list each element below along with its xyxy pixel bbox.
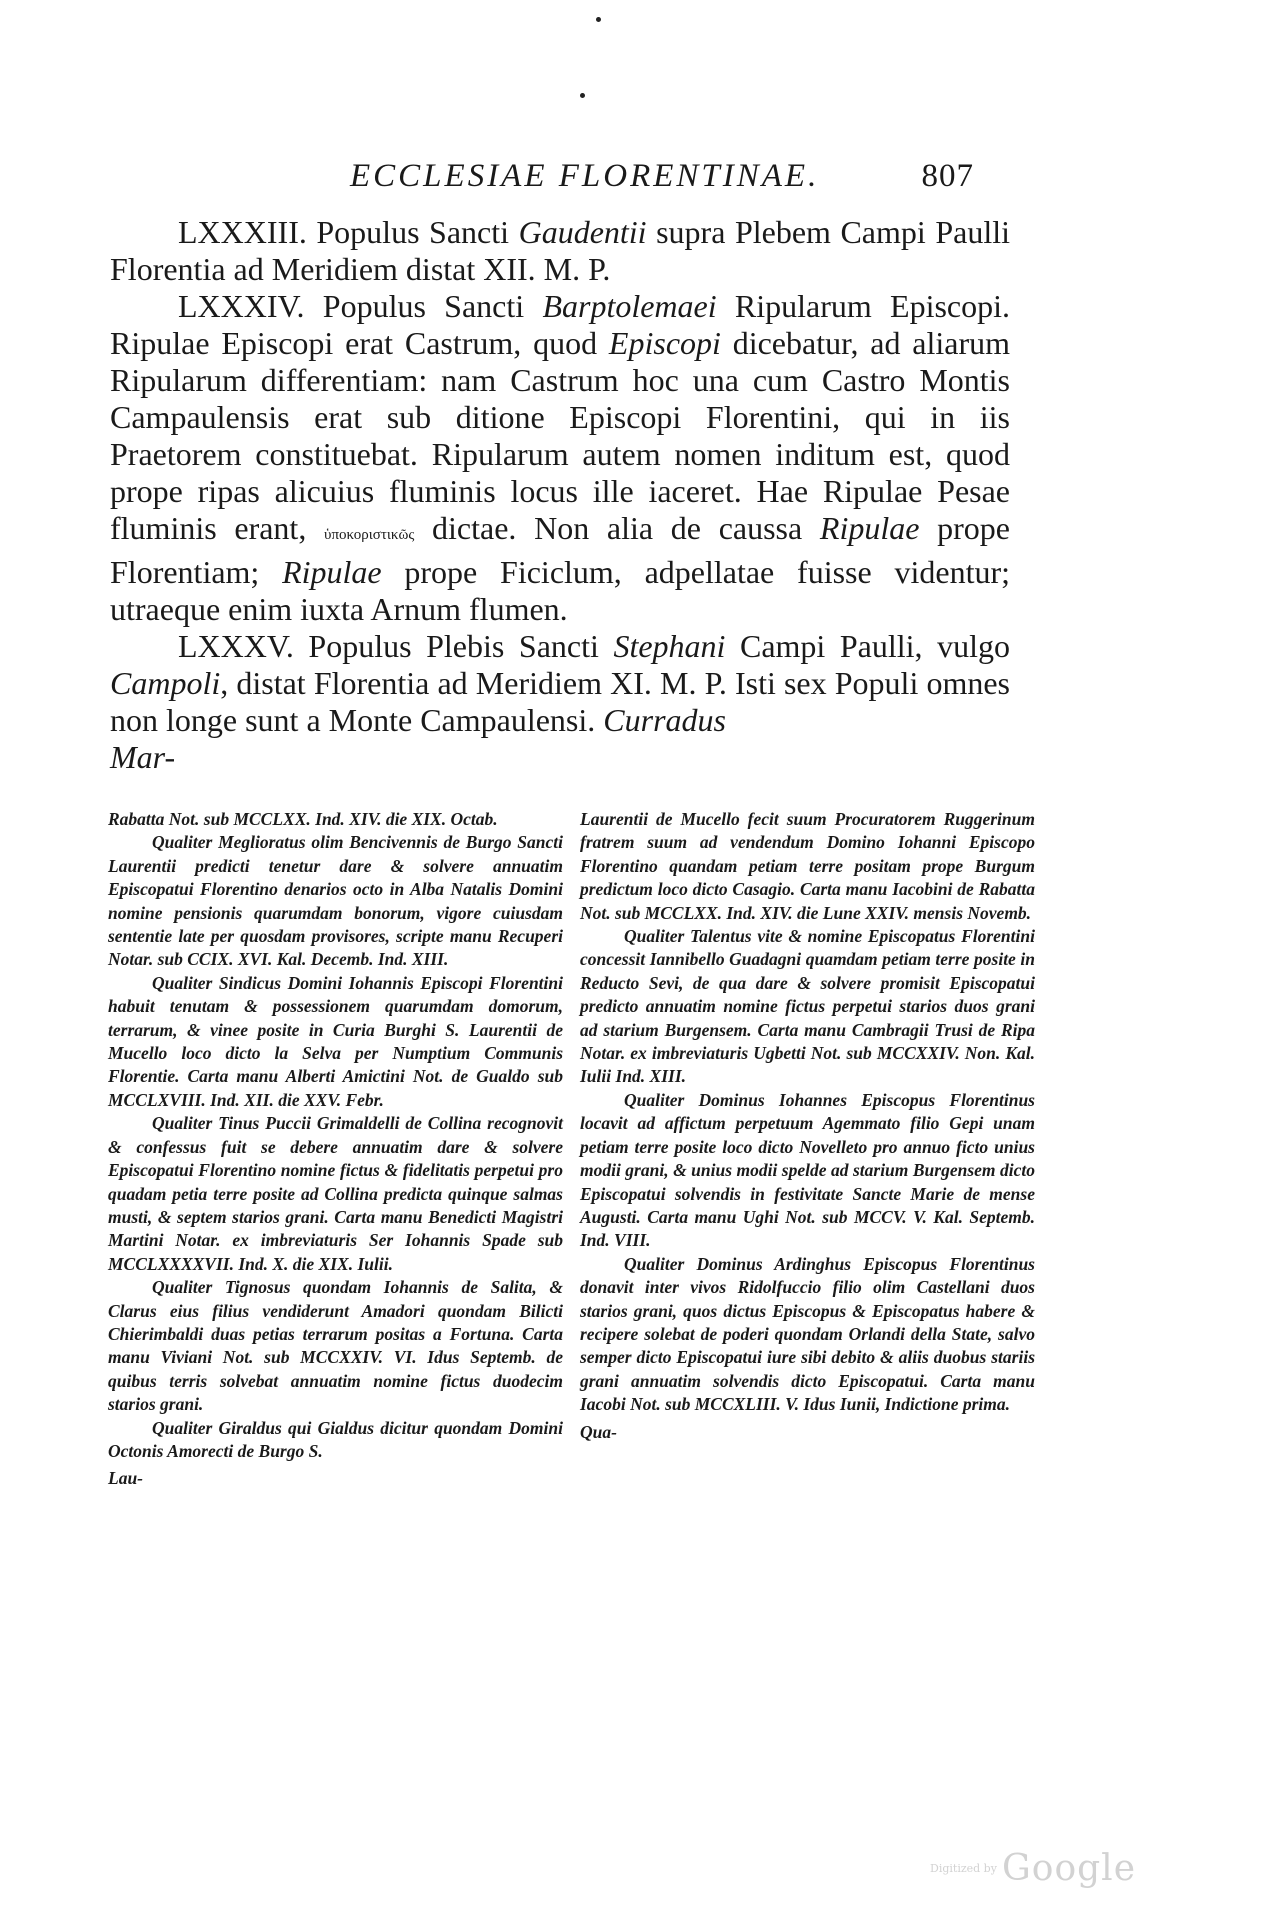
ink-speck	[580, 93, 585, 98]
note-paragraph: Rabatta Not. sub MCCLXX. Ind. XIV. die XIX. Octab.	[108, 809, 498, 829]
entry-number: LXXXIII.	[178, 214, 307, 250]
paragraph-lxxxv: LXXXV. Populus Plebis Sancti Stephani Campi Paulli, vulgo Campoli, distat Florentia ad Meridiem XI. M. P. Isti sex Populi omnes non longe sunt a Monte Campaulensi. Curradus	[110, 628, 1011, 738]
note-paragraph: Qualiter Meglioratus olim Bencivennis de Burgo Sancti Laurentii predicti tenetur dare & solvere annuatim Episcopatui Florentino denarios octo in Alba Natalis Domini nomine pensionis quarumdam bonorum, vigore cuiusdam sententie late per quosdam provisores, scripte manu Recuperi Notar. sub CCIX. XVI. Kal. Decemb. Ind. XIII.	[108, 832, 563, 970]
entry-number: LXXXV.	[178, 628, 294, 664]
note-paragraph: Laurentii de Mucello fecit suum Procuratorem Ruggerinum fratrem suum ad vendendum Domino Iohanni Episcopo Florentino quandam petiam terre positam prope Burgum predictum loco dicto Casagio. Carta manu Iacobini de Rabatta Not. sub MCCLXX. Ind. XIV. die Lune XXIV. mensis Novemb.	[580, 809, 1035, 923]
note-paragraph: Qualiter Dominus Iohannes Episcopus Florentinus locavit ad affictum perpetuum Agemmato filio Gepi unam petiam terre posite loco dicto Novelleto pro annuo ficto unius modii grani, & unius modii spelde ad starium Burgensem dicto Episcopatui solvendis in festivitate Sancte Marie de mense Augusti. Carta manu Ughi Not. sub MCCV. V. Kal. Septemb. Ind. VIII.	[580, 1089, 1035, 1251]
note-paragraph: Qualiter Sindicus Domini Iohannis Episcopi Florentini habuit tenutam & possessionem quarumdam domorum, terrarum, & vinee posite in Curia Burghi S. Laurentii de Mucello loco dicto la Selva per Numptium Communis Florentie. Carta manu Alberti Amictini Not. de Gualdo sub MCCLXVIII. Ind. XII. die XXV. Febr.	[108, 972, 563, 1110]
notes-left-column	[108, 808, 563, 1491]
right-catchword: Qua-	[580, 1421, 617, 1442]
greek-word: ὑποκοριστικῶς	[324, 527, 415, 543]
running-title: ECCLESIAE FLORENTINAE.	[350, 158, 820, 194]
note-paragraph: Qualiter Tinus Puccii Grimaldelli de Collina recognovit & confessus fuit se debere annuatim dare & solvere Episcopatui Florentino nomine fictus & fidelitatis perpetui pro quadam petia terre posite ad Collina predicta quinque salmas musti, & septem starios grani. Carta manu Benedicti Magistri Martini Notar. ex imbreviaturis Ser Iohannis Spade sub MCCLXXXXVII. Ind. X. die XIX. Iulii.	[108, 1113, 563, 1274]
note-paragraph: Qualiter Tignosus quondam Iohannis de Salita, & Clarus eius filius vendiderunt Amadori quondam Bilicti Chierimbaldi duas petias terrarum positas a Fortuna. Carta manu Viviani Not. sub MCCXXIV. VI. Idus Septemb. de quibus terris solvebat annuatim nomine fictus duodecim starios grani.	[108, 1277, 563, 1415]
main-catchword: Mar-	[110, 739, 176, 775]
notes-right-column	[580, 808, 1035, 1444]
ink-speck	[596, 17, 601, 22]
paragraph-lxxxiv: LXXXIV. Populus Sancti Barptolemaei Ripularum Episcopi. Ripulae Episcopi erat Castrum, quod Episcopi dicebatur, ad aliarum Ripularum differentiam: nam Castrum hoc una cum Castro Montis Campaulensis erat sub ditione Episcopi Florentini, qui in iis Praetorem constituebat. Ripularum autem nomen inditum est, quod prope ripas alicuius fluminis locus ille iaceret. Hae Ripulae Pesae fluminis erant, ὑποκοριστικῶς dictae. Non alia de caussa Ripulae prope Florentiam; Ripulae prope Ficiclum, adpellatae fuisse videntur; utraeque enim iuxta Arnum flumen.	[110, 288, 1011, 627]
entry-number: LXXXIV.	[178, 288, 305, 324]
page-number: 807	[921, 158, 974, 194]
main-text	[110, 214, 1010, 776]
google-logo: Google	[1002, 1848, 1136, 1889]
note-paragraph: Qualiter Talentus vite & nomine Episcopatus Florentini concessit Iannibello Guadagni quamdam petiam terre posite in Reducto Sevi, de qua dare & solvere promisit Episcopatui predicto annuatim nomine fictus perpetui starios duos grani ad starium Burgensem. Carta manu Cambragii Trusi de Ripa Notar. ex imbreviaturis Ugbetti Not. sub MCCXXIV. Non. Kal. Iulii Ind. XIII.	[580, 926, 1035, 1087]
note-paragraph: Qualiter Dominus Ardinghus Episcopus Florentinus donavit inter vivos Ridolfuccio filio olim Castellani duos starios grani, quos dictus Episcopus & Episcopatus habere & recipere solebat de poderi quondam Orlandi della State, salvo semper dicto Episcopatui iure sibi debito & aliis duobus stariis grani annuatim solvendis dicto Episcopatui. Carta manu Iacobi Not. sub MCCXLIII. V. Idus Iunii, Indictione prima.	[580, 1253, 1035, 1415]
digitized-watermark	[930, 1848, 1136, 1889]
page-header	[110, 158, 990, 208]
note-paragraph: Qualiter Giraldus qui Gialdus dicitur quondam Domini Octonis Amorecti de Burgo S.	[108, 1417, 563, 1461]
left-catchword: Lau-	[108, 1468, 143, 1489]
paragraph-lxxxiii: LXXXIII. Populus Sancti Gaudentii supra Plebem Campi Paulli Florentia ad Meridiem distat XII. M. P.	[110, 214, 1011, 287]
watermark-prefix: Digitized by	[930, 1862, 997, 1875]
